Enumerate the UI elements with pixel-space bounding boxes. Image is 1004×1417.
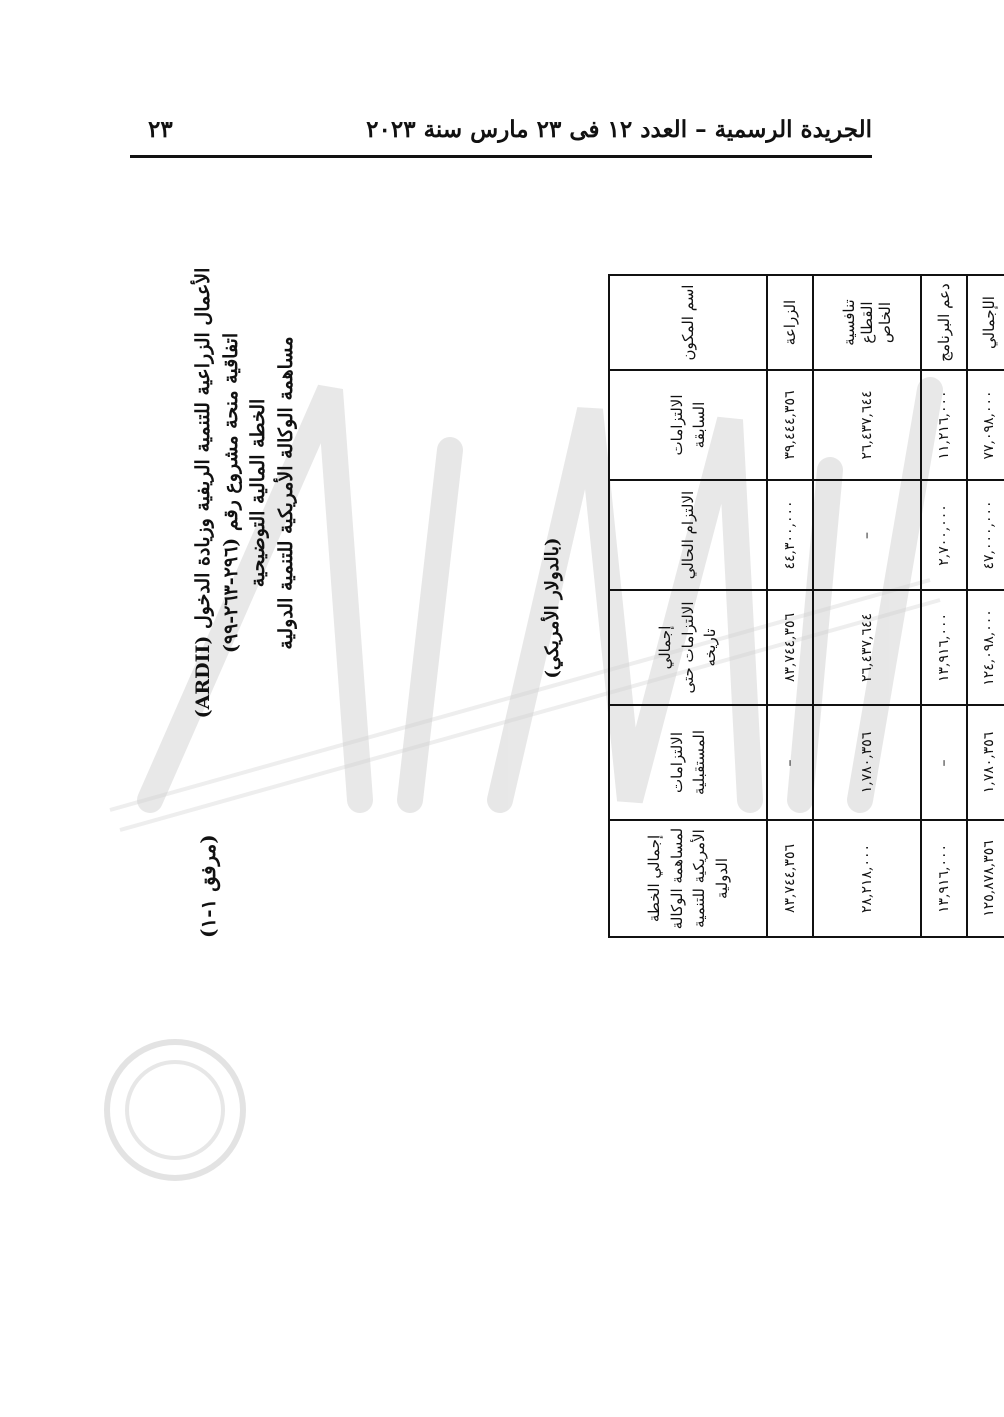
header-total-to-date: إجمالي الالتزامات حتى تاريخه bbox=[609, 590, 767, 705]
cell-current: ٢,٧٠٠,٠٠٠ bbox=[921, 480, 967, 590]
gazette-title: الجريدة الرسمية – العدد ١٢ فى ٢٣ مارس سنة ٢٠٢٣ bbox=[366, 116, 872, 143]
cell-total-plan: ١٢٥,٨٧٨,٣٥٦ bbox=[967, 820, 1004, 937]
cell-previous: ٧٧,٠٩٨,٠٠٠ bbox=[967, 370, 1004, 480]
table-row-total bbox=[967, 275, 1004, 937]
cell-to-date: ١٢٤,٠٩٨,٠٠٠ bbox=[967, 590, 1004, 705]
cell-future: ١,٧٨٠,٣٥٦ bbox=[813, 705, 922, 820]
cell-to-date: ١٣,٩١٦,٠٠٠ bbox=[921, 590, 967, 705]
cell-previous: ٢٦,٤٣٧,٦٤٤ bbox=[813, 370, 922, 480]
cell-current: ٤٧,٠٠٠,٠٠٠ bbox=[967, 480, 1004, 590]
table-row bbox=[921, 275, 967, 937]
header-rule bbox=[130, 155, 872, 158]
cell-previous: ٣٩,٤٤٤,٣٥٦ bbox=[767, 370, 813, 480]
plan-title: الخطة المالية التوضيحية bbox=[247, 398, 270, 588]
header-previous-commitments: الالتزامات السابقة bbox=[609, 370, 767, 480]
cell-to-date: ٨٣,٧٤٤,٣٥٦ bbox=[767, 590, 813, 705]
contribution-title: مساهمة الوكالة الأمريكية للتنمية الدولية bbox=[274, 336, 297, 650]
table-header-row bbox=[609, 275, 767, 937]
cell-component: تنافسية القطاع الخاص bbox=[813, 275, 922, 370]
header-future-commitments: الالتزامات المستقبلية bbox=[609, 705, 767, 820]
header-current-commitment: الالتزام الحالي bbox=[609, 480, 767, 590]
cell-component: دعم البرنامج bbox=[921, 275, 967, 370]
project-title: الأعمال الزراعية للتنمية الريفية وزيادة الدخول (ARDII) bbox=[192, 267, 214, 719]
annex-label: (مرفق ١-١) bbox=[196, 834, 220, 938]
agreement-title: اتفاقية منحة مشروع رقم (٢٩٦-٢٦٣-٩٩) bbox=[219, 332, 242, 654]
header-component-name: اسم المكون bbox=[609, 275, 767, 370]
cell-component: الإجمالي bbox=[967, 275, 1004, 370]
table-row bbox=[767, 275, 813, 937]
cell-future: ١,٧٨٠,٣٥٦ bbox=[967, 705, 1004, 820]
cell-previous: ١١,٢١٦,٠٠٠ bbox=[921, 370, 967, 480]
cell-future: – bbox=[767, 705, 813, 820]
cell-total-plan: ٨٣,٧٤٤,٣٥٦ bbox=[767, 820, 813, 937]
page-number: ٢٣ bbox=[148, 116, 173, 143]
cell-future: – bbox=[921, 705, 967, 820]
cell-total-plan: ١٣,٩١٦,٠٠٠ bbox=[921, 820, 967, 937]
header-total-plan: إجمالي الخطة لمساهمة الوكالة الأمريكية للتنمية الدولية bbox=[609, 820, 767, 937]
currency-note: (بالدولار الأمريكي) bbox=[542, 537, 563, 679]
rotated-landscape-content bbox=[190, 218, 999, 938]
cell-to-date: ٢٦,٤٣٧,٦٤٤ bbox=[813, 590, 922, 705]
cell-current: ٤٤,٣٠٠,٠٠٠ bbox=[767, 480, 813, 590]
seal-watermark bbox=[100, 1035, 250, 1185]
cell-current: – bbox=[813, 480, 922, 590]
cell-component: الزراعة bbox=[767, 275, 813, 370]
financial-plan-table bbox=[608, 274, 1004, 938]
page-header bbox=[130, 112, 872, 156]
document-titles bbox=[190, 218, 300, 768]
table-row bbox=[813, 275, 922, 937]
cell-total-plan: ٢٨,٢١٨,٠٠٠ bbox=[813, 820, 922, 937]
